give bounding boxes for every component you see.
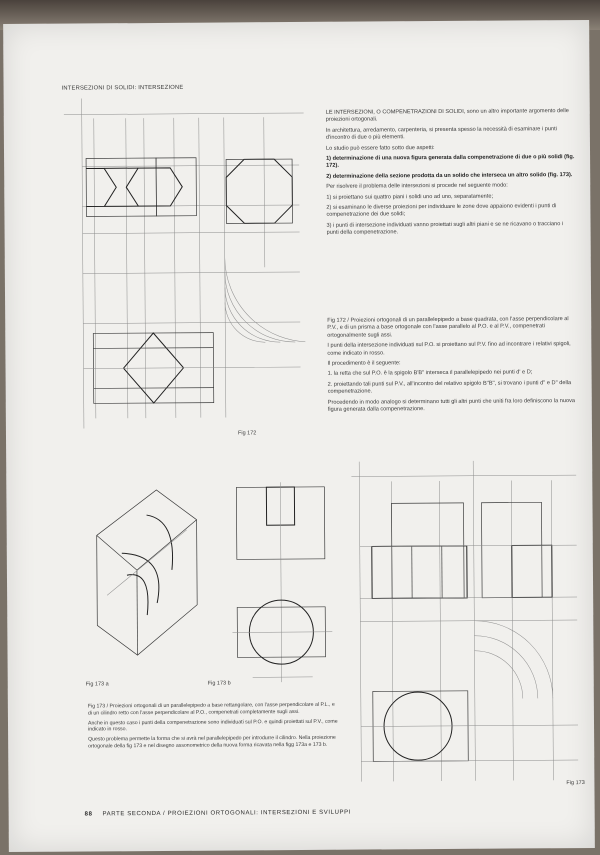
- fig-173-drawing: [351, 460, 578, 792]
- fig-172-drawing: [64, 97, 306, 439]
- intro-bullet: 2) determinazione della sezione prodotta da un solido che interseca un altro solido (fig. 173).: [326, 171, 573, 180]
- fig-173a-drawing: [76, 475, 207, 676]
- page-number: 88: [84, 811, 93, 818]
- fig-172-paragraph: 2. proiettando tali punti sul P.V., all'incontro del relativo spigolo B''B'', si trovano i punti d'' e D'' della compenetrazione.: [327, 379, 572, 396]
- page-header-title: INTERSEZIONI DI SOLIDI: INTERSEZIONE: [61, 84, 184, 92]
- intro-bullet: 1) determinazione di una nuova figura generata dalla compenetrazione di due o più solidi (fig. 172).: [326, 154, 575, 170]
- intro-paragraph: In architettura, arredamento, carpenteria, si presenta spesso la necessità di esaminare i punti d'incontro di due o più elementi.: [325, 126, 557, 142]
- caption-fig-172: Fig 172: [237, 430, 257, 437]
- fig-173b-drawing: [231, 482, 332, 693]
- fig-172-paragraph: Fig 172 / Proiezioni ortogonali di un parallelepipedo a base quadrata, con l'asse perpendicolare al P.V., e di un prisma a base ortogonale con l'asse parallelo al P.O. e al P.V., compenetrati ortogonalmente sugli assi.: [327, 316, 569, 339]
- caption-fig-173a: Fig 173 a: [85, 681, 109, 688]
- intro-text: [326, 108, 577, 240]
- intro-step: 1) si proiettano sui quattro piani i solidi uno ad uno, separatamente;: [326, 193, 494, 201]
- caption-fig-173: Fig 173: [566, 780, 585, 787]
- caption-fig-173b: Fig 173 b: [207, 680, 231, 687]
- fig-173-paragraph: Questo problema permette la forma che si avrà nel parallelepipedo per introdurre il cilindro. Nella proiezione ortogonale della fig 173 e nel disegno assonometrico della nuova forma ricavata nella figg 173a e 173 b.: [88, 734, 336, 750]
- intro-paragraph: Lo studio può essere fatto sotto due aspetti:: [325, 144, 435, 152]
- fig-172-paragraph: I punti della intersezione individuati sul P.O. si proiettano sul P.V. fino ad incontrare i relativi spigoli, come indicato in rosso.: [327, 341, 571, 357]
- fig-172-paragraph: 1. la retta che sul P.O. è la spigolo B'B'' interseca il parallelepipedo nei punti d' e D;: [327, 369, 533, 378]
- fig-172-paragraph: Procedendo in modo analogo si determinano tutti gli altri punti che uniti fra loro definiscono la nuova figura generata dalla compenetrazione.: [327, 397, 576, 413]
- book-page: [3, 20, 595, 852]
- intro-step: 2) si esaminano le diverse proiezioni per individuare le zone dove appaiono evidenti i punti di compenetrazione dei due solidi;: [326, 203, 557, 219]
- fig-173-paragraph: Anche in questo caso i punti della compenetrazione sono individuati sul P.O. e quindi proiettati sul P.V., come indicato in rosso.: [87, 718, 338, 733]
- footer-text: PARTE SECONDA / PROIEZIONI ORTOGONALI: INTERSEZIONI E SVILUPPI: [102, 809, 351, 818]
- page-footer: [85, 810, 351, 818]
- fig-173-paragraph: Fig 173 / Proiezioni ortogonali di un parallelepipedo a base rettangolare, con l'asse perpendicolare al P.L., e di un cilindro retto con l'asse perpendicolare al P.O., compenetrati completamente sugli assi.: [87, 701, 335, 717]
- intro-paragraph: LE INTERSEZIONI, O COMPENETRAZIONI DI SOLIDI, sono un altro importante argomento delle proiezioni ortogonali.: [325, 108, 569, 124]
- fig-173-text: [88, 702, 338, 754]
- intro-step: 3) i punti di intersezione individuati vanno proiettati sugli altri piani e se ne ricavano o tracciano i punti della compenetrazione.: [326, 221, 564, 237]
- intro-paragraph: Per risolvere il problema delle intersezioni si procede nel seguente modo:: [326, 182, 508, 191]
- fig-172-text: [327, 316, 578, 417]
- fig-172-paragraph: Il procedimento è il seguente:: [327, 360, 401, 367]
